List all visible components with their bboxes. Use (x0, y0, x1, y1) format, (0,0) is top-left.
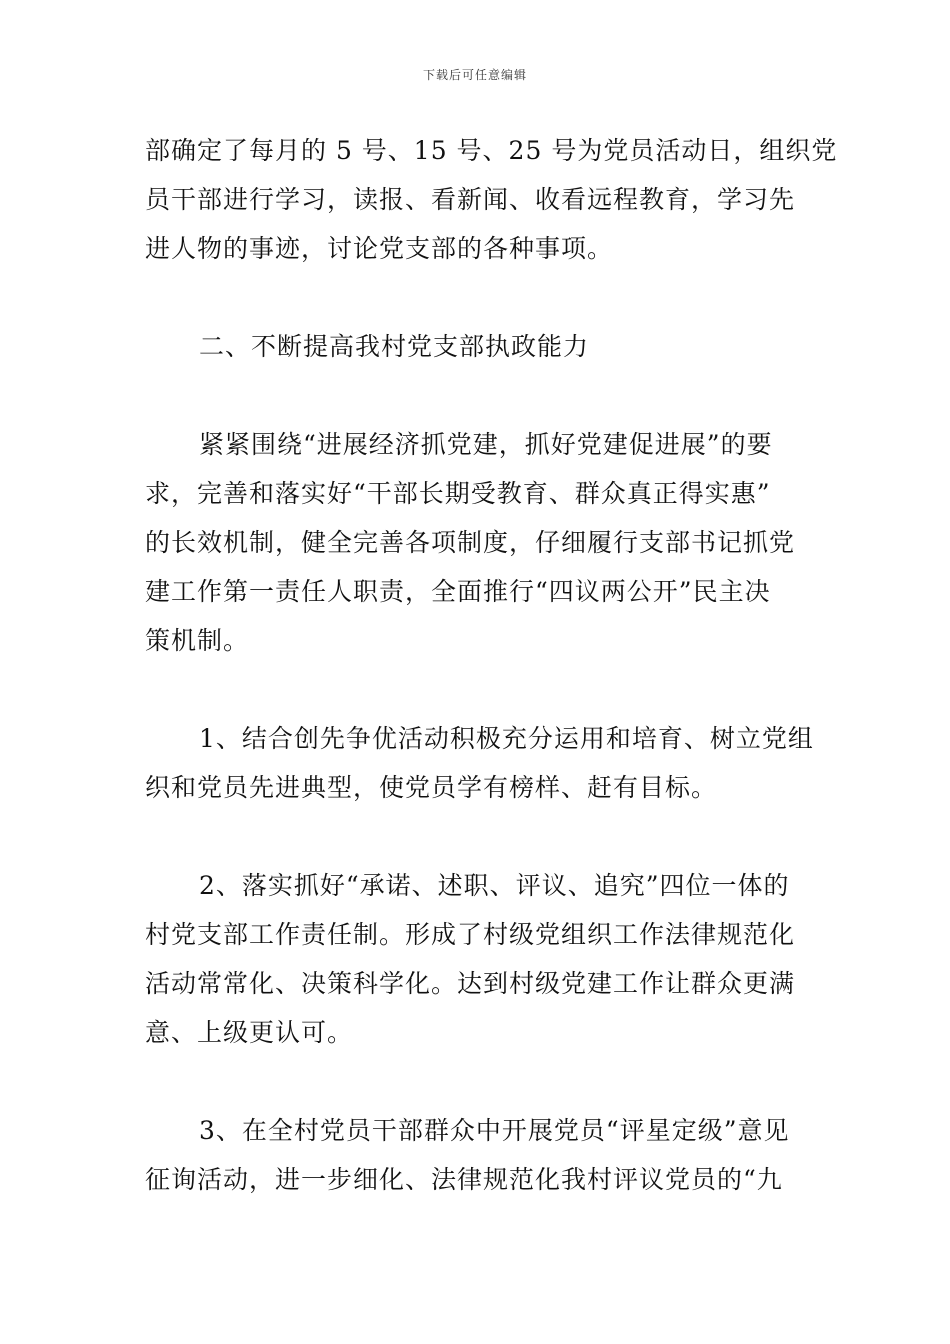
text-line: 策机制。 (145, 626, 250, 655)
text-line: 1、结合创先争优活动积极充分运用和培育、树立党组 (199, 724, 814, 753)
text-line: 紧紧围绕“进展经济抓党建，抓好党建促进展”的要 (199, 430, 773, 459)
text-line: 的长效机制，健全完善各项制度，仔细履行支部书记抓党 (145, 528, 796, 557)
text-line: 3、在全村党员干部群众中开展党员“评星定级”意见 (199, 1116, 790, 1145)
text-line: 员干部进行学习，读报、看新闻、收看远程教育，学习先 (145, 185, 796, 214)
text-line: 征询活动，进一步细化、法律规范化我村评议党员的“九 (145, 1165, 783, 1194)
text-line: 2、落实抓好“承诺、述职、评议、追究”四位一体的 (199, 871, 790, 900)
paragraph-activity-days (145, 126, 838, 273)
text-line: 织和党员先进典型，使党员学有榜样、赶有目标。 (145, 773, 718, 802)
paragraph-requirements (145, 420, 810, 665)
document-body (145, 126, 838, 1204)
text-line: 村党支部工作责任制。形成了村级党组织工作法律规范化 (145, 920, 796, 949)
paragraph-item-3 (145, 1106, 810, 1204)
paragraph-item-1 (145, 714, 814, 812)
text-line: 进人物的事迹，讨论党支部的各种事项。 (145, 234, 614, 263)
paragraph-item-2 (145, 861, 810, 1057)
text-line: 活动常常化、决策科学化。达到村级党建工作让群众更满 (145, 969, 796, 998)
text-line: 意、上级更认可。 (145, 1018, 354, 1047)
text-line: 求，完善和落实好“干部长期受教育、群众真正得实惠” (145, 479, 771, 508)
section-heading (145, 322, 810, 371)
text-line: 部确定了每月的 5 号、15 号、25 号为党员活动日，组织党 (145, 136, 838, 165)
page-header-note: 下载后可任意编辑 (422, 68, 527, 82)
text-line: 建工作第一责任人职责，全面推行“四议两公开”民主决 (145, 577, 771, 606)
text-line: 二、不断提高我村党支部执政能力 (199, 332, 590, 361)
